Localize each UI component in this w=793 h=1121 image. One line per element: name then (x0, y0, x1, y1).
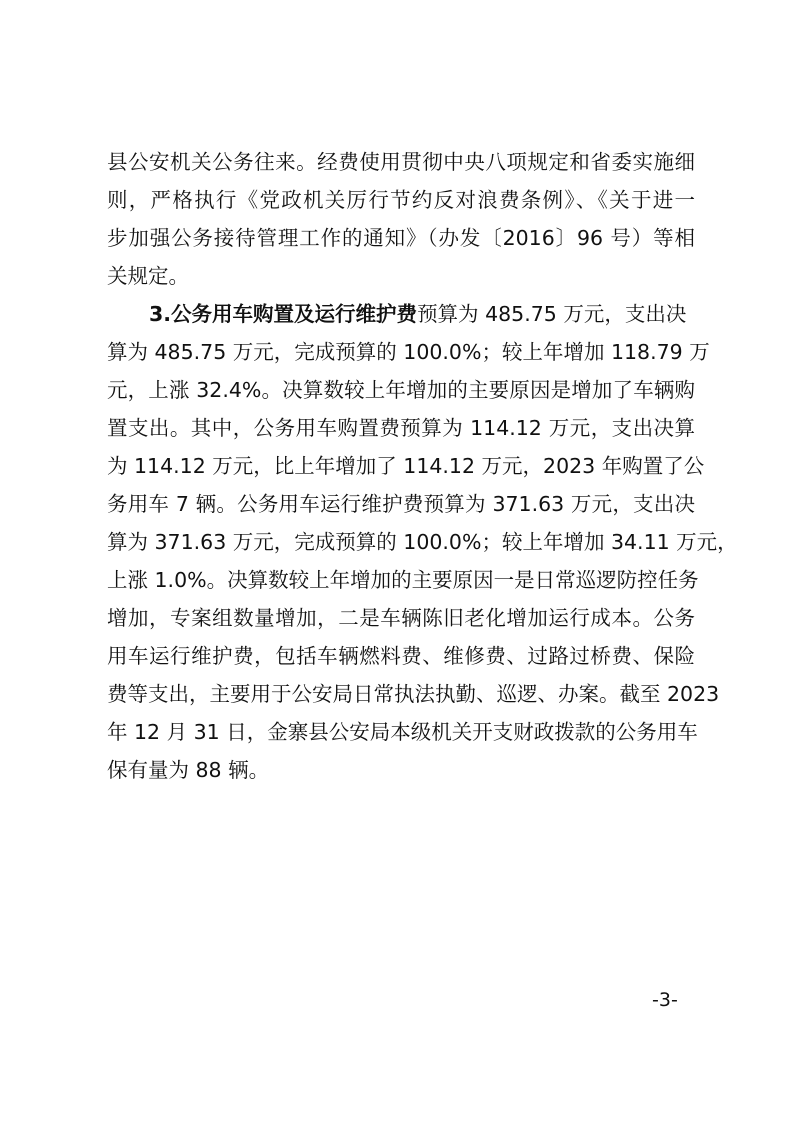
paragraph-vehicle-expenses (107, 295, 738, 789)
text-line: 关规定。 (107, 264, 189, 288)
document-body (107, 143, 738, 789)
text-line: 费等支出，主要用于公安局日常执法执勤、巡逻、办案。截至 2023 (107, 682, 720, 706)
text-line: 则，严格执行《党政机关厉行节约反对浪费条例》、《关于进一 (107, 188, 695, 212)
page-number: -3- (652, 989, 678, 1011)
text-line: 增加，专案组数量增加，二是车辆陈旧老化增加运行成本。公务 (107, 606, 695, 630)
text-line: 为 114.12 万元，比上年增加了 114.12 万元，2023 年购置了公 (107, 454, 705, 478)
text-line: 算为 485.75 万元，完成预算的 100.0%；较上年增加 118.79 万 (107, 340, 710, 364)
text-line: 务用车 7 辆。公务用车运行维护费预算为 371.63 万元，支出决 (107, 492, 695, 516)
text-line: 元，上涨 32.4%。决算数较上年增加的主要原因是增加了车辆购 (107, 378, 695, 402)
text-line: 县公安机关公务往来。经费使用贯彻中央八项规定和省委实施细 (107, 150, 695, 174)
text-line (107, 295, 695, 333)
section-heading: 3.公务用车购置及运行维护费 (149, 302, 418, 326)
text-line: 保有量为 88 辆。 (107, 758, 270, 782)
text-line: 上涨 1.0%。决算数较上年增加的主要原因一是日常巡逻防控任务 (107, 568, 699, 592)
text-line: 置支出。其中，公务用车购置费预算为 114.12 万元，支出决算 (107, 416, 695, 440)
heading-line-text: 预算为 485.75 万元，支出决 (417, 302, 687, 326)
text-line: 算为 371.63 万元，完成预算的 100.0%；较上年增加 34.11 万元， (107, 530, 738, 554)
text-line: 年 12 月 31 日，金寨县公安局本级机关开支财政拨款的公务用车 (107, 720, 698, 744)
text-line: 步加强公务接待管理工作的通知》（办发〔2016〕96 号）等相 (107, 226, 695, 250)
text-line: 用车运行维护费，包括车辆燃料费、维修费、过路过桥费、保险 (107, 644, 695, 668)
paragraph-reception-regulations (107, 143, 695, 295)
